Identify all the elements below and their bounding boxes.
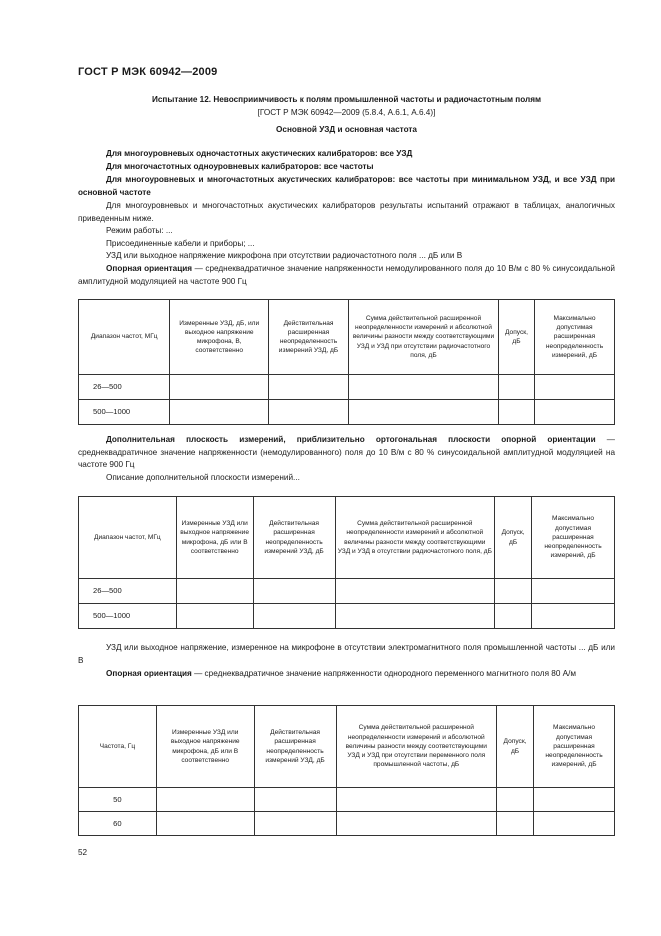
table-cell[interactable] [170,375,269,400]
column-header: Измеренные УЗД или выходное напряжение микрофона, дБ или В соответственно [176,497,253,579]
column-header: Действительная расширенная неопределенность измерений УЗД, дБ [254,706,336,788]
column-header: Максимально допустимая расширенная неопределенность измерений, дБ [532,497,615,579]
test-subtitle: Основной УЗД и основная частота [276,125,417,134]
column-header: Сумма действительной расширенной неопределенности измерений и абсолютной величины разности между соответствующими УЗД и УЗД при отсутствии переменного поля промышленной частоты, дБ [336,706,497,788]
table-cell[interactable] [170,400,269,425]
test-title: Испытание 12. Невосприимчивость к полям промышленной частоты и радиочастотным полям [151,95,542,104]
frequency-cell: 60 [79,812,157,836]
test-reference: [ГОСТ Р МЭК 60942—2009 (5.8.4, А.6.1, А.6.4)] [257,108,436,117]
table-row [79,604,615,629]
table-cell[interactable] [156,788,254,812]
table-cell[interactable] [348,375,498,400]
reference-orientation-text: — среднеквадратичное значение напряженности немодулированного поля до 10 В/м с 80 % синусоидальной амплитудной модуляцией на частоте 900 Гц [78,264,615,286]
column-header: Сумма действительной расширенной неопределенности измерений и абсолютной величины разности между соответствующими УЗД и УЗД в отсутствии радиочастотного поля, дБ [335,497,495,579]
column-header: Измеренные УЗД, дБ, или выходное напряжение микрофона, В, соответственно [170,300,269,375]
frequency-range-cell: 26—500 [79,579,177,604]
additional-plane-text: — среднеквадратичное значение напряженности (немодулированного) поля до 10 В/м с 80 % синусоидальной амплитудной модуляцией на частоте 900 Гц [78,435,615,469]
table-cell[interactable] [495,579,532,604]
table-cell[interactable] [336,788,497,812]
table-cell[interactable] [176,604,253,629]
table-cell[interactable] [532,579,615,604]
table-cell[interactable] [336,812,497,836]
column-header: Сумма действительной расширенной неопределенности измерений и абсолютной величины разности между соответствующими УЗД и УЗД при отсутствии радиочастотного поля, дБ [348,300,498,375]
column-header: Максимально допустимая расширенная неопределенность измерений, дБ [534,706,615,788]
rf-absent-level: УЗД или выходное напряжение микрофона при отсутствии радиочастотного поля ... дБ или В [106,251,463,260]
table-cell[interactable] [253,604,335,629]
connected-cables: Присоединенные кабели и приборы; ... [106,239,255,248]
table-cell[interactable] [532,604,615,629]
results-note: Для многоуровневых и многочастотных акустических калибраторов результаты испытаний отражают в таблицах, аналогичных приведенным ниже. [78,201,615,223]
power-frequency-field-paragraph: УЗД или выходное напряжение, измеренное на микрофоне в отсутствии электромагнитного поля промышленной частоты ... дБ или В [78,643,615,665]
additional-plane-description: Описание дополнительной плоскости измерений... [106,473,300,482]
table-row [79,579,615,604]
condition-line-3: Для многоуровневых и многочастотных акустических калибраторов: все частоты при минимальном УЗД, и все УЗД при основной частоте [78,175,615,197]
table-cell[interactable] [498,375,534,400]
page-number: 52 [78,848,88,857]
condition-line-1: Для многоуровневых одночастотных акустических калибраторов: все УЗД [106,149,413,158]
table-cell[interactable] [335,579,495,604]
table-cell[interactable] [254,788,336,812]
column-header: Допуск, дБ [498,300,534,375]
table-row [79,788,615,812]
table-cell[interactable] [254,812,336,836]
table-cell[interactable] [348,400,498,425]
table-cell[interactable] [498,400,534,425]
table-cell[interactable] [535,375,615,400]
table-row [79,400,615,425]
table-cell[interactable] [335,604,495,629]
frequency-range-cell: 26—500 [79,375,170,400]
table-row [79,812,615,836]
column-header: Допуск, дБ [497,706,534,788]
table-cell[interactable] [253,579,335,604]
results-table-2 [78,496,615,629]
reference-orientation-label: Опорная ориентация [106,264,193,273]
table-cell[interactable] [495,604,532,629]
column-header: Действительная расширенная неопределенность измерений УЗД, дБ [269,300,349,375]
frequency-cell: 50 [79,788,157,812]
additional-plane-label: Дополнительная плоскость измерений, приблизительно ортогональная плоскости опорной ориентации [106,435,596,444]
column-header: Допуск, дБ [495,497,532,579]
column-header: Измеренные УЗД или выходное напряжение микрофона, дБ или В соответственно [156,706,254,788]
additional-plane-paragraph [78,434,615,472]
table-cell[interactable] [156,812,254,836]
results-table-3 [78,705,615,836]
operating-mode: Режим работы: ... [106,226,173,235]
column-header: Частота, Гц [79,706,157,788]
reference-orientation-2 [78,668,615,681]
results-table-1 [78,299,615,425]
table-cell[interactable] [497,812,534,836]
table-cell[interactable] [176,579,253,604]
table-row [79,375,615,400]
frequency-range-cell: 500—1000 [79,400,170,425]
column-header: Действительная расширенная неопределенность измерений УЗД, дБ [253,497,335,579]
frequency-range-cell: 500—1000 [79,604,177,629]
table-cell[interactable] [269,400,349,425]
column-header: Диапазон частот, МГц [79,497,177,579]
column-header: Максимально допустимая расширенная неопределенность измерений, дБ [535,300,615,375]
table-cell[interactable] [534,788,615,812]
table-cell[interactable] [535,400,615,425]
table-cell[interactable] [269,375,349,400]
table-cell[interactable] [497,788,534,812]
reference-orientation-text: — среднеквадратичное значение напряженности однородного переменного магнитного поля 80 А/м [191,669,577,678]
reference-orientation-1 [78,263,615,288]
document-code: ГОСТ Р МЭК 60942—2009 [78,66,218,78]
condition-line-2: Для многочастотных одноуровневых калибраторов: все частоты [106,162,374,171]
reference-orientation-label: Опорная ориентация [106,669,192,678]
column-header: Диапазон частот, МГц [79,300,170,375]
table-cell[interactable] [534,812,615,836]
